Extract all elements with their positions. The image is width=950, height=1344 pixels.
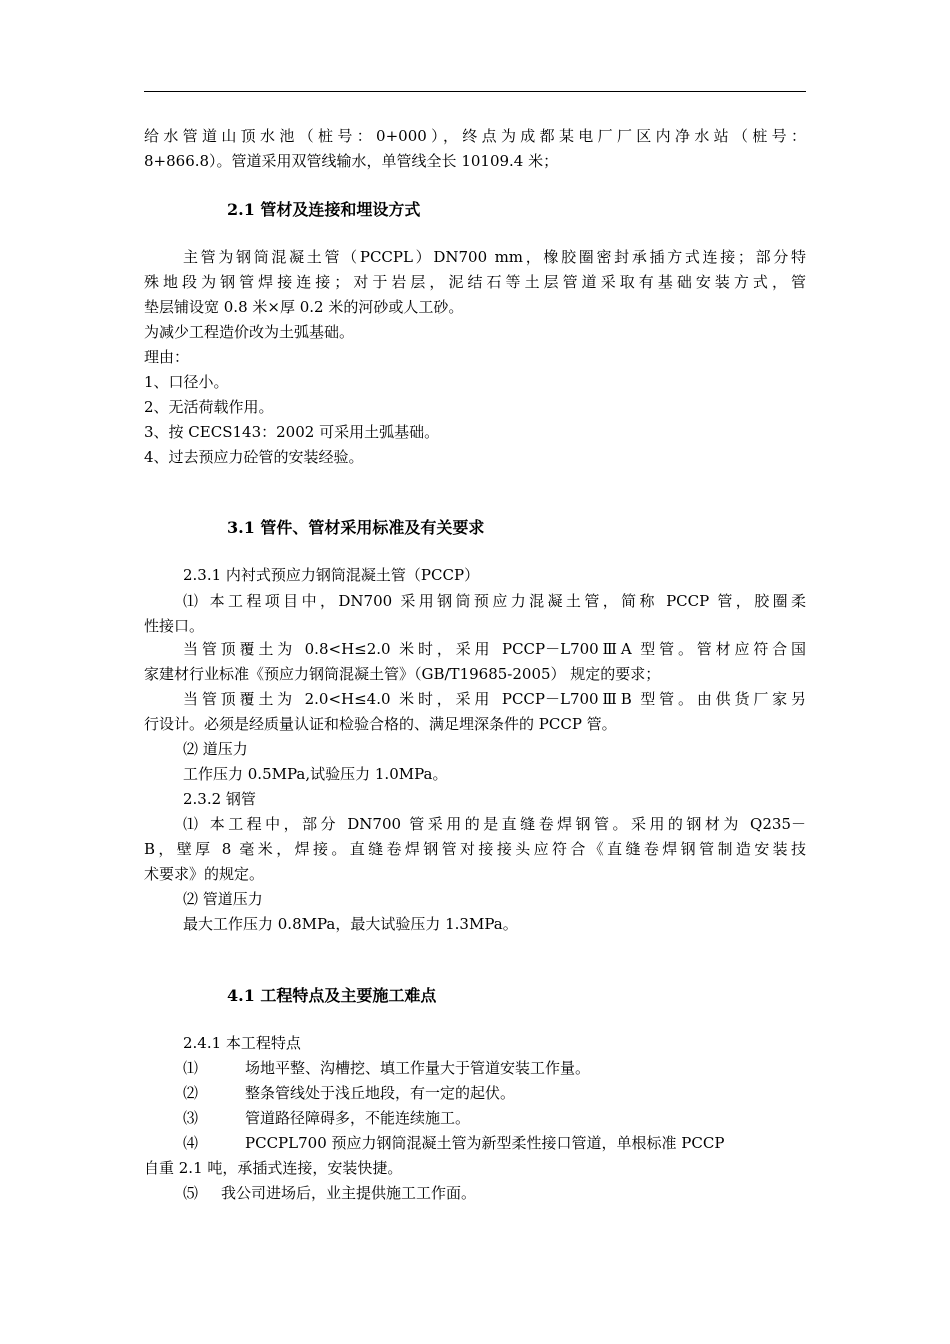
s41-item-1 bbox=[183, 1056, 806, 1080]
s31-line-3: 性接口。 bbox=[144, 617, 205, 635]
s31-line-8: ⑵ 道压力 bbox=[183, 740, 248, 758]
s31-line-1: 2.3.1 内衬式预应力钢筒混凝土管（PCCP） bbox=[183, 566, 480, 584]
s31-line-13: 术要求》的规定。 bbox=[144, 865, 265, 883]
s41-item-3 bbox=[183, 1106, 806, 1130]
s31-line-6: 当管顶覆土为 2.0<H≤4.0 米时，采用 PCCP－L700ⅢB 型管。由供货厂家另 bbox=[183, 690, 806, 708]
s31-line-11: ⑴ 本工程中，部分 DN700 管采用的是直缝卷焊钢管。采用的钢材为 Q235－ bbox=[183, 815, 806, 833]
s41-item-5 bbox=[183, 1181, 806, 1205]
s21-line-8: 3、按 CECS143：2002 可采用土弧基础。 bbox=[144, 423, 440, 441]
s21-line-1: 主管为钢筒混凝土管（PCCPL）DN700 mm，橡胶圈密封承插方式连接；部分特 bbox=[183, 248, 806, 266]
item-number: ⑶ bbox=[183, 1109, 199, 1127]
intro-line-1: 给水管道山顶水池（桩号：0+000），终点为成都某电厂厂区内净水站（桩号： bbox=[144, 127, 806, 145]
item-text: 管道路径障碍多，不能连续施工。 bbox=[245, 1109, 471, 1127]
item-text: 场地平整、沟槽挖、填工作量大于管道安装工作量。 bbox=[245, 1059, 591, 1077]
item-number: ⑴ bbox=[183, 1059, 199, 1077]
s31-line-9: 工作压力 0.5MPa,试验压力 1.0MPa。 bbox=[183, 765, 448, 783]
s31-line-10: 2.3.2 钢管 bbox=[183, 790, 256, 808]
s21-line-4: 为减少工程造价改为土弧基础。 bbox=[144, 323, 355, 341]
item-text: 整条管线处于浅丘地段，有一定的起伏。 bbox=[245, 1084, 516, 1102]
s21-line-5: 理由： bbox=[144, 348, 190, 366]
s31-line-2: ⑴ 本工程项目中，DN700 采用钢筒预应力混凝土管，简称 PCCP 管，胶圈柔 bbox=[183, 592, 806, 610]
heading-3-1: 3.1 管件、管材采用标准及有关要求 bbox=[227, 518, 485, 537]
s41-item-4-cont: 自重 2.1 吨，承插式连接，安装快捷。 bbox=[144, 1159, 403, 1177]
heading-2-1: 2.1 管材及连接和埋设方式 bbox=[227, 200, 421, 219]
s31-line-14: ⑵ 管道压力 bbox=[183, 890, 263, 908]
heading-4-1: 4.1 工程特点及主要施工难点 bbox=[227, 986, 437, 1005]
item-text: 我公司进场后，业主提供施工工作面。 bbox=[221, 1184, 477, 1202]
s31-line-12: B，壁厚 8 毫米，焊接。直缝卷焊钢管对接接头应符合《直缝卷焊钢管制造安装技 bbox=[144, 840, 806, 858]
item-number: ⑸ bbox=[183, 1184, 199, 1202]
item-number: ⑵ bbox=[183, 1084, 199, 1102]
s21-line-3: 垫层铺设宽 0.8 米×厚 0.2 米的河砂或人工砂。 bbox=[144, 298, 464, 316]
s31-line-5: 家建材行业标准《预应力钢筒混凝土管》（GB/T19685-2005） 规定的要求； bbox=[144, 665, 661, 683]
header-rule bbox=[144, 91, 806, 92]
s31-line-15: 最大工作压力 0.8MPa，最大试验压力 1.3MPa。 bbox=[183, 915, 518, 933]
s41-item-4 bbox=[183, 1131, 806, 1155]
item-number: ⑷ bbox=[183, 1134, 199, 1152]
s41-subheading: 2.4.1 本工程特点 bbox=[183, 1034, 301, 1052]
s31-line-4: 当管顶覆土为 0.8<H≤2.0 米时，采用 PCCP－L700ⅢA 型管。管材应符合国 bbox=[183, 640, 806, 658]
s21-line-7: 2、无活荷载作用。 bbox=[144, 398, 274, 416]
intro-line-2: 8+866.8）。管道采用双管线输水，单管线全长 10109.4 米； bbox=[144, 152, 559, 170]
item-text: PCCPL700 预应力钢筒混凝土管为新型柔性接口管道，单根标准 PCCP bbox=[245, 1134, 725, 1152]
s41-item-2 bbox=[183, 1081, 806, 1105]
s31-line-7: 行设计。必须是经质量认证和检验合格的、满足埋深条件的 PCCP 管。 bbox=[144, 715, 617, 733]
s21-line-6: 1、口径小。 bbox=[144, 373, 229, 391]
s21-line-2: 殊地段为钢管焊接连接；对于岩层，泥结石等土层管道采取有基础安装方式，管 bbox=[144, 273, 806, 291]
s21-line-9: 4、过去预应力砼管的安装经验。 bbox=[144, 448, 364, 466]
